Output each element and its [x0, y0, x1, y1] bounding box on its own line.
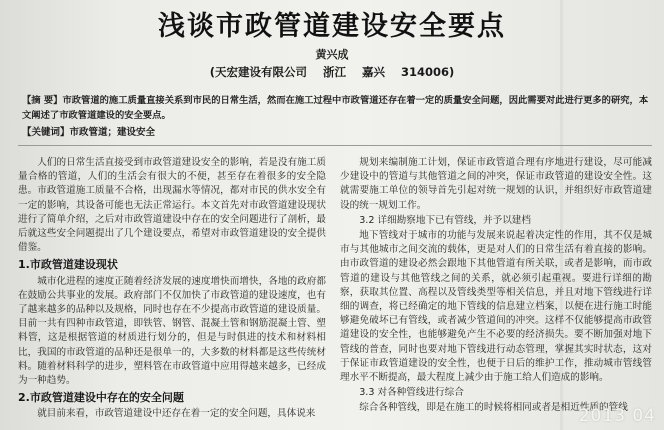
abstract-tag: 【摘 要】	[22, 95, 63, 106]
section-1-paragraph: 城市化进程的速度正随着经济发展的速度增快而增快，各地的政府都在鼓励公共事业的发展。政府部门不仅加快了市政管道的建设速度，也有了越来越多的品种以及规格，同时也存在不少提高市政管道的建设质量。目前一共有四种市政管道，即铁管、钢管、混凝土管和钢筋混凝土管、塑料管，这是根据管道的材质进行划分的，但是与时俱进的技术和材料相比，我国的市政管道的品种还是很单一的，大多数的材料都是这些传统材料。随着材料科学的进步，塑料管在市政管道中应用得越来越多，已经成为一种趋势。	[18, 275, 326, 387]
keywords-text: 市政管道；建设安全	[69, 127, 156, 138]
abstract-block	[22, 93, 652, 123]
keywords-block	[22, 124, 652, 138]
abstract-text: 市政管道的施工质量直接关系到市民的日常生活，然而在施工过程中市政管道还存在着一定的质量安全问题，因此需要对此进行更多的研究，本文阐述了市政管道建设的安全要点。	[22, 95, 649, 121]
section-heading-2: 2.市政管道建设中存在的安全问题	[18, 391, 184, 405]
article-affiliation: (天宏建设有限公司 浙江 嘉兴 314006)	[209, 65, 455, 79]
article-title: 浅谈市政管道建设安全要点	[158, 11, 506, 42]
section-divider	[18, 145, 652, 146]
subsection-heading-3-3: 3.3 对各种管线进行综合	[359, 387, 464, 399]
pipeline-survey-paragraph: 地下管线对于城市的功能与发展来说起着决定性的作用，其不仅是城市与其他城市之间交流的载体，更是对人们的日常生活有着直接的影响。由市政管道的建设必然会跟地下其他管道有所关联，或者是影响，而市政管道的建设与其他管线之间的关系，就必须引起重视。要进行详细的勘察，获取其位置、高程以及管线类型等相关信息，并且对地下管线进行详细的调查，将已经确定的地下管线的信息建立档案，以便在进行施工时能够避免破坏已有管线，或者减少管道间的冲突。这样不仅能够提高市政管道建设的安全性，也能够避免产生不必要的经济损失。要不断加强对地下管线的普查，同时也要对地下管线进行动态管理，掌握其实时状态，这对于保证市政管道建设的安全性，也便于日后的维护工作，推动城市管线管理水平不断提高，最大程度上减少由于施工给人们造成的影响。	[340, 230, 652, 384]
keywords-tag: 【关键词】	[22, 127, 70, 138]
pipeline-integration-paragraph: 综合各种管线，即是在施工的时候将相同或者是相近性质的管线	[359, 402, 628, 414]
section-heading-1: 1.市政管道建设现状	[18, 258, 118, 272]
body-column-left	[18, 156, 326, 422]
intro-paragraph: 人们的日常生活直接受到市政管道建设安全的影响，若是没有施工质量合格的管道，人们的生活会有很大的不便，甚至存在着很多的安全隐患。市政管道施工质量不合格，出现漏水等情况，都对市民的供水安全有一定的影响，其设备可能也无法正常运行。本文首先对市政管道建设现状进行了简单介绍，之后对市政管道建设中存在的安全问题进行了剖析，最后就这些安全问题提出了几个建设要点，希望对市政管道建设的安全提供借鉴。	[18, 157, 326, 254]
section-2-paragraph: 就目前来看，市政管道建设中还存在着一定的安全问题，具体说来	[37, 408, 316, 420]
body-column-right	[340, 156, 652, 416]
date-watermark: 2013 04	[578, 406, 656, 426]
subsection-heading-3-2: 3.2 详细勘察地下已有管线，并予以建档	[359, 214, 531, 226]
article-author: 黄兴成	[315, 48, 349, 61]
planning-paragraph: 规划来编制施工计划，保证市政管道合理有序地进行建设，尽可能减少建设中的管道与其他管道之间的冲突，保证市政管道的建设安全性。这就需要施工单位的领导首先引起对统一规划的认识，并组织好市政管道建设的统一规划工作。	[340, 157, 652, 211]
